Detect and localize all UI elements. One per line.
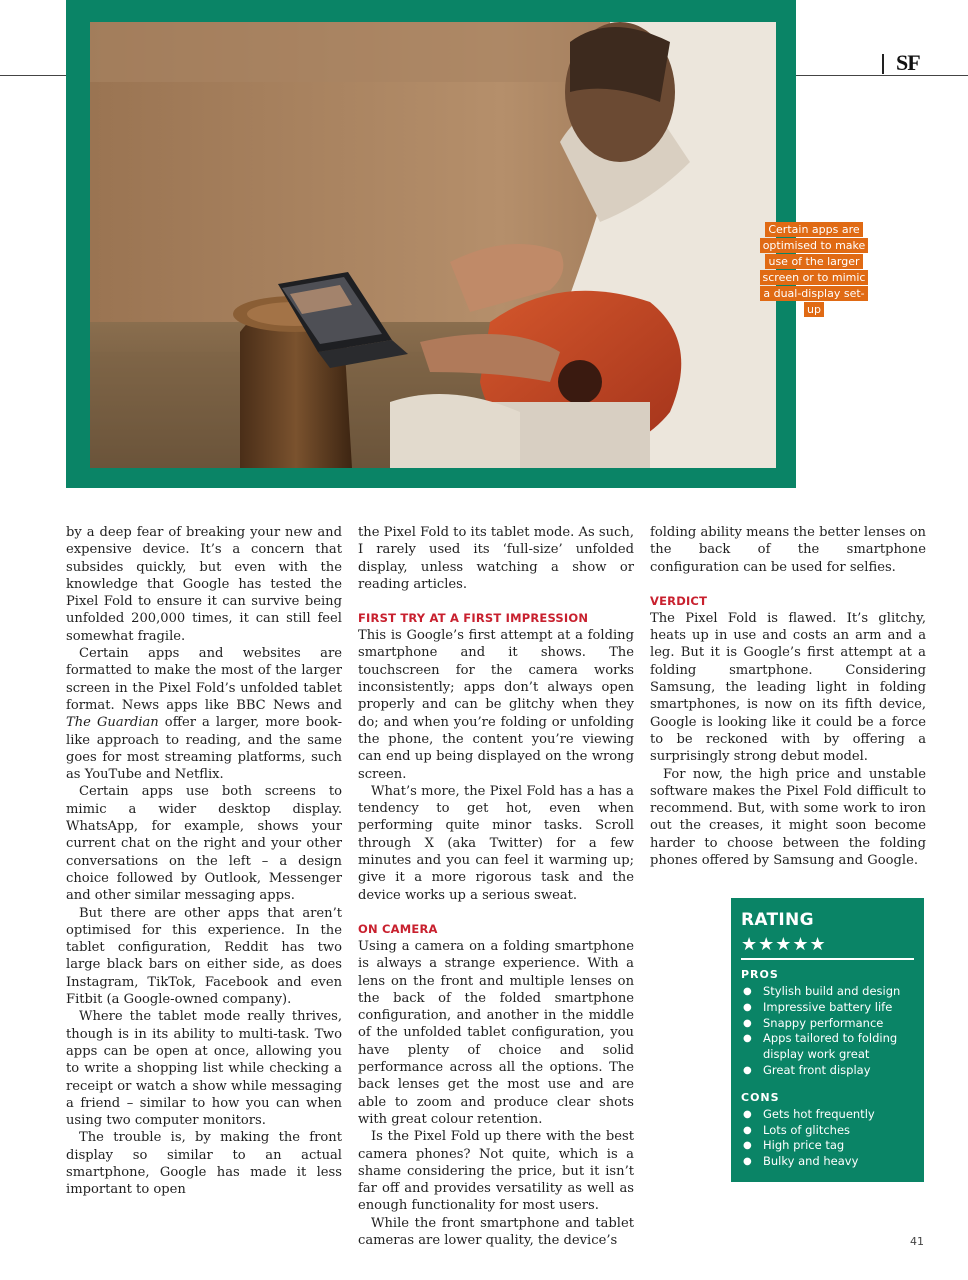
article-column-1 — [66, 524, 342, 1199]
cons-item: ● Gets hot frequently — [741, 1107, 914, 1123]
rating-title: RATING — [741, 910, 814, 930]
cons-list — [741, 1107, 914, 1170]
pros-item: ● Great front display — [741, 1063, 914, 1079]
pros-item: ● Snappy performance — [741, 1016, 914, 1032]
cons-heading: CONS — [741, 1090, 780, 1104]
paragraph: Certain apps use both screens to mimic a wider desktop display. WhatsApp, for example, shows your current chat on the right and your other conversations on the left – a design choice followed by Outlook, Messenger and other similar messaging apps. — [66, 784, 342, 904]
section-heading: ON CAMERA — [358, 921, 438, 936]
page-number: 41 — [910, 1235, 924, 1248]
hero-photo — [90, 22, 776, 468]
paragraph: But there are other apps that aren’t optimised for this experience. In the tablet configuration, Reddit has two large black bars on either side, as does Instagram, TikTok, Facebook and even Fitbit (a Google-owned company). — [66, 905, 342, 1008]
pros-list — [741, 984, 914, 1079]
rating-divider — [741, 958, 914, 960]
article-column-3 — [650, 524, 926, 869]
pros-heading: PROS — [741, 968, 779, 981]
paragraph: the Pixel Fold to its tablet mode. As such, I rarely used its ‘full-size’ unfolded display, unless watching a show or reading articles. — [358, 525, 634, 592]
pros-item: ● Stylish build and design — [741, 984, 914, 1000]
magazine-logo: SF — [896, 50, 920, 75]
pros-item: ● Impressive battery life — [741, 1000, 914, 1016]
cons-item: ● Lots of glitches — [741, 1123, 914, 1139]
paragraph: What’s more, the Pixel Fold has a has a tendency to get hot, even when performing quite minor tasks. Scroll through X (aka Twitter) for a few minutes and you can feel it warming up; give it a more rigorous task and the device works up a serious sweat. — [358, 783, 634, 903]
rating-box — [731, 898, 924, 1182]
paragraph: by a deep fear of breaking your new and expensive device. It’s a concern that subsides quickly, but even with the knowledge that Google has tested the Pixel Fold to ensure it can survive being unfolded 200,000 times, it can still feel somewhat fragile. — [66, 525, 342, 644]
paragraph: The trouble is, by making the front display so similar to an actual smartphone, Google has made it less important to open — [66, 1130, 342, 1198]
cons-item: ● Bulky and heavy — [741, 1154, 914, 1170]
section-heading: FIRST TRY AT A FIRST IMPRESSION — [358, 611, 589, 626]
article-column-2 — [358, 524, 634, 1249]
photo-caption: Certain apps are optimised to make use of the larger screen or to mimic a dual-display set-up — [758, 222, 870, 318]
paragraph: This is Google’s first attempt at a folding smartphone and it shows. The touchscreen for the camera works inconsistently; apps don’t always open properly and can be glitchy when they do; and when you’re folding or unfolding the phone, the content you’re viewing can end up being displayed on the wrong screen. — [358, 628, 634, 782]
paragraph: The Pixel Fold is flawed. It’s glitchy, heats up in use and costs an arm and a leg. But it is Google’s first attempt at a folding smartphone. Considering Samsung, the leading light in folding smartphones, is now on its fifth device, Google is looking like it could be a force to be reckoned with by offering a surprisingly strong debut model. — [650, 610, 926, 765]
paragraph: Where the tablet mode really thrives, though is in its ability to multi-task. Two apps can be open at once, allowing you to write a shopping list while checking a receipt or watch a show while messaging a friend – similar to how you can when using two computer monitors. — [66, 1009, 342, 1129]
paragraph: Is the Pixel Fold up there with the best camera phones? Not quite, which is a shame considering the price, but it isn’t far off and provides versatility as well as enough functionality for most users. — [358, 1129, 634, 1214]
paragraph: For now, the high price and unstable software makes the Pixel Fold difficult to recommend. But, with some work to iron out the creases, it might soon become harder to choose between the folding phones offered by Samsung and Google. — [650, 766, 926, 869]
pros-item: ● Apps tailored to folding display work great — [741, 1031, 914, 1063]
cons-item: ● High price tag — [741, 1138, 914, 1154]
paragraph: While the front smartphone and tablet cameras are lower quality, the device’s — [358, 1215, 634, 1248]
star-rating: ★★★★★ — [741, 934, 827, 955]
section-heading: VERDICT — [650, 593, 708, 608]
paragraph: folding ability means the better lenses on the back of the smartphone configuration can be used for selfies. — [650, 525, 926, 575]
paragraph: Certain apps and websites are formatted to make the most of the larger screen in the Pixel Fold’s unfolded tablet format. News apps like BBC News and The Guardian offer a larger, more book-like approach to reading, and the same goes for most streaming platforms, such as YouTube and Netflix. — [66, 646, 342, 783]
logo-divider — [882, 54, 884, 74]
paragraph: Using a camera on a folding smartphone is always a strange experience. With a lens on the front and multiple lenses on the back of the folded smartphone configuration, and another in the middle of the unfolded tablet configuration, you have plenty of choice and solid performance across all the options. The back lenses get the most use and are able to zoom and produce clear shots with great colour retention. — [358, 938, 634, 1127]
